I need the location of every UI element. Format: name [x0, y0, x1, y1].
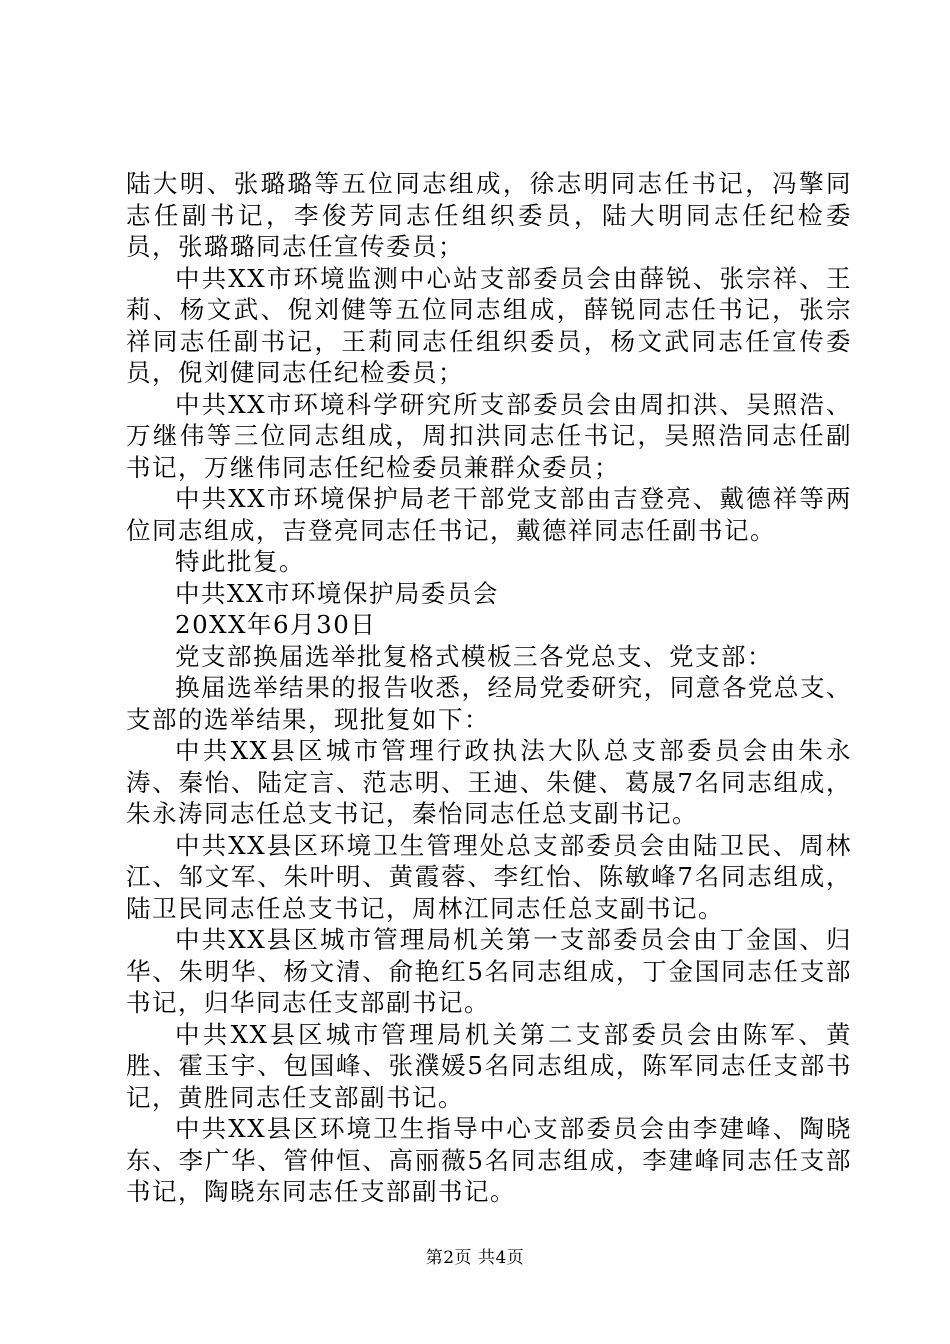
- document-body: [126, 168, 852, 1208]
- paragraph: 换届选举结果的报告收悉，经局党委研究，同意各党总支、支部的选举结果，现批复如下：: [126, 673, 852, 734]
- paragraph: 中共XX市环境监测中心站支部委员会由薛锐、张宗祥、王莉、杨文武、倪刘健等五位同志组成，薛锐同志任书记，张宗祥同志任副书记，王莉同志任组织委员，杨文武同志任宣传委员，倪刘健同志任纪检委员；: [126, 263, 852, 387]
- signature-org: 中共XX市环境保护局委员会: [175, 578, 499, 608]
- paragraph: 中共XX县区城市管理局机关第一支部委员会由丁金国、归华、朱明华、杨文清、俞艳红5名同志组成，丁金国同志任支部书记，归华同志任支部副书记。: [126, 925, 852, 1017]
- paragraph: 中共XX县区城市管理局机关第二支部委员会由陈军、黄胜、霍玉宇、包国峰、张濮媛5名同志组成，陈军同志任支部书记，黄胜同志任支部副书记。: [126, 1019, 852, 1112]
- page-number-footer: 第2页 共4页: [425, 1248, 525, 1268]
- paragraph: 陆大明、张璐璐等五位同志组成，徐志明同志任书记，冯擎同志任副书记，李俊芳同志任组织委员，陆大明同志任纪检委员，张璐璐同志任宣传委员；: [126, 169, 852, 261]
- section-heading: 党支部换届选举批复格式模板三各党总支、党支部：: [175, 641, 773, 671]
- paragraph: 中共XX县区城市管理行政执法大队总支部委员会由朱永涛、秦怡、陆定言、范志明、王迪、朱健、葛晟7名同志组成，朱永涛同志任总支书记，秦怡同志任总支副书记。: [126, 736, 852, 828]
- signature-date: 20XX年6月30日: [175, 610, 377, 639]
- paragraph: 中共XX市环境保护局老干部党支部由吉登亮、戴德祥等两位同志组成，吉登亮同志任书记，戴德祥同志任副书记。: [126, 484, 852, 545]
- closing-line: 特此批复。: [175, 547, 305, 576]
- paragraph: 中共XX县区环境卫生指导中心支部委员会由李建峰、陶晓东、李广华、管仲恒、高丽薇5名同志组成，李建峰同志任支部书记，陶晓东同志任支部副书记。: [126, 1114, 852, 1206]
- paragraph: 中共XX市环境科学研究所支部委员会由周扣洪、吴照浩、万继伟等三位同志组成，周扣洪同志任书记，吴照浩同志任副书记，万继伟同志任纪检委员兼群众委员；: [126, 389, 852, 482]
- paragraph: 中共XX县区环境卫生管理处总支部委员会由陆卫民、周林江、邹文军、朱叶明、黄霞蓉、李红怡、陈敏峰7名同志组成，陆卫民同志任总支书记，周林江同志任总支副书记。: [126, 830, 852, 923]
